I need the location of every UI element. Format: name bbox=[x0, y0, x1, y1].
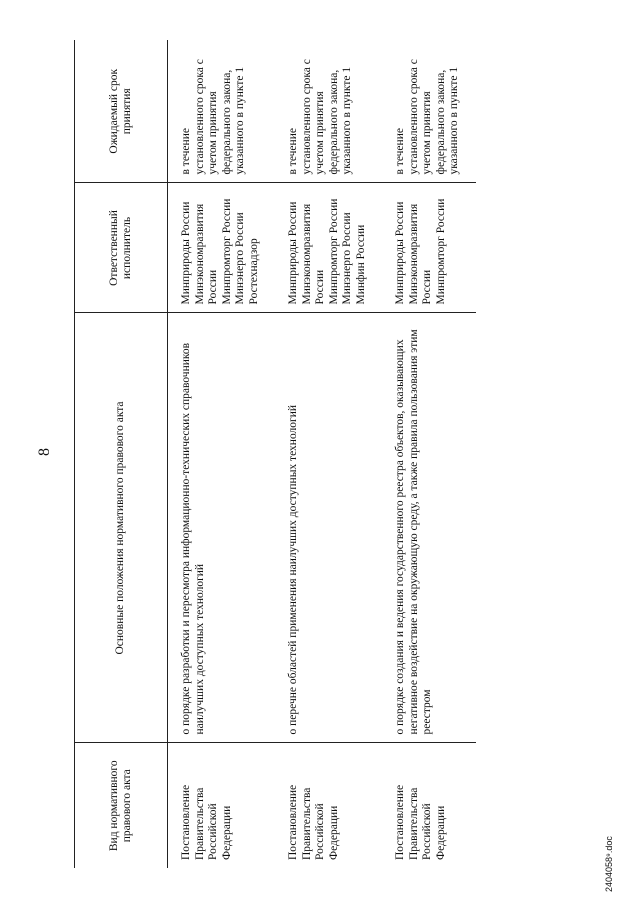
page-number: 8 bbox=[36, 448, 53, 456]
cell-provisions: о порядке разработки и пересмотра информационно-технических справочников наилучших доступных технологий bbox=[168, 313, 276, 743]
cell-executors bbox=[382, 183, 476, 313]
rotated-page bbox=[8, 12, 633, 892]
executor-item: Ростехнадзор bbox=[247, 238, 260, 305]
header-deadline: Ожидаемый срок принятия bbox=[75, 40, 168, 183]
cell-deadline: в течение установленного срока с учетом принятия федерального закона, указанного в пункте 1 bbox=[382, 40, 476, 183]
cell-act-type: Постановление Правительства Российской Федерации bbox=[394, 784, 447, 860]
executor-item: Минэкономразвития России bbox=[407, 203, 433, 305]
cell-executors bbox=[275, 183, 382, 313]
cell-provisions: о перечне областей применения наилучших доступных технологий bbox=[275, 313, 382, 743]
table-row bbox=[168, 40, 276, 868]
executor-item: Минэнерго России bbox=[234, 212, 246, 305]
executor-item: Минпромторг России bbox=[220, 198, 233, 305]
cell-provisions: о порядке создания и ведения государственного реестра объектов, оказывающих негативное воздействие на окружающую среду, а также правила пользования этим реестром bbox=[382, 313, 476, 743]
cell-act-type: Постановление Правительства Российской Федерации bbox=[287, 784, 340, 860]
executor-item: Минприроды России bbox=[394, 201, 406, 305]
table-header-row bbox=[75, 40, 168, 868]
cell-deadline: в течение установленного срока с учетом принятия федерального закона, указанного в пункте 1 bbox=[168, 40, 276, 183]
executor-item: Минэкономразвития России bbox=[193, 203, 219, 305]
executor-item: Минэкономразвития России bbox=[300, 203, 326, 305]
cell-deadline: в течение установленного срока с учетом принятия федерального закона, указанного в пункте 1 bbox=[275, 40, 382, 183]
header-executor: Ответственный исполнитель bbox=[75, 183, 168, 313]
table-row bbox=[382, 40, 476, 868]
header-provisions: Основные положения нормативного правового акта bbox=[75, 313, 168, 743]
executor-item: Минприроды России bbox=[287, 201, 299, 305]
header-act-type: Вид нормативного правового акта bbox=[75, 743, 168, 868]
cell-act-type: Постановление Правительства Российской Федерации bbox=[180, 784, 233, 860]
normative-acts-table bbox=[74, 40, 476, 868]
document-reference: 2404058⁹.doc bbox=[604, 836, 614, 892]
executor-item: Минпромторг России bbox=[327, 198, 340, 305]
executor-item: Минфин России bbox=[354, 224, 367, 305]
executor-item: Минэнерго России bbox=[341, 212, 353, 305]
cell-executors bbox=[168, 183, 276, 313]
table-row bbox=[275, 40, 382, 868]
executor-item: Минприроды России bbox=[180, 201, 192, 305]
executor-item: Минпромторг России bbox=[434, 198, 447, 305]
